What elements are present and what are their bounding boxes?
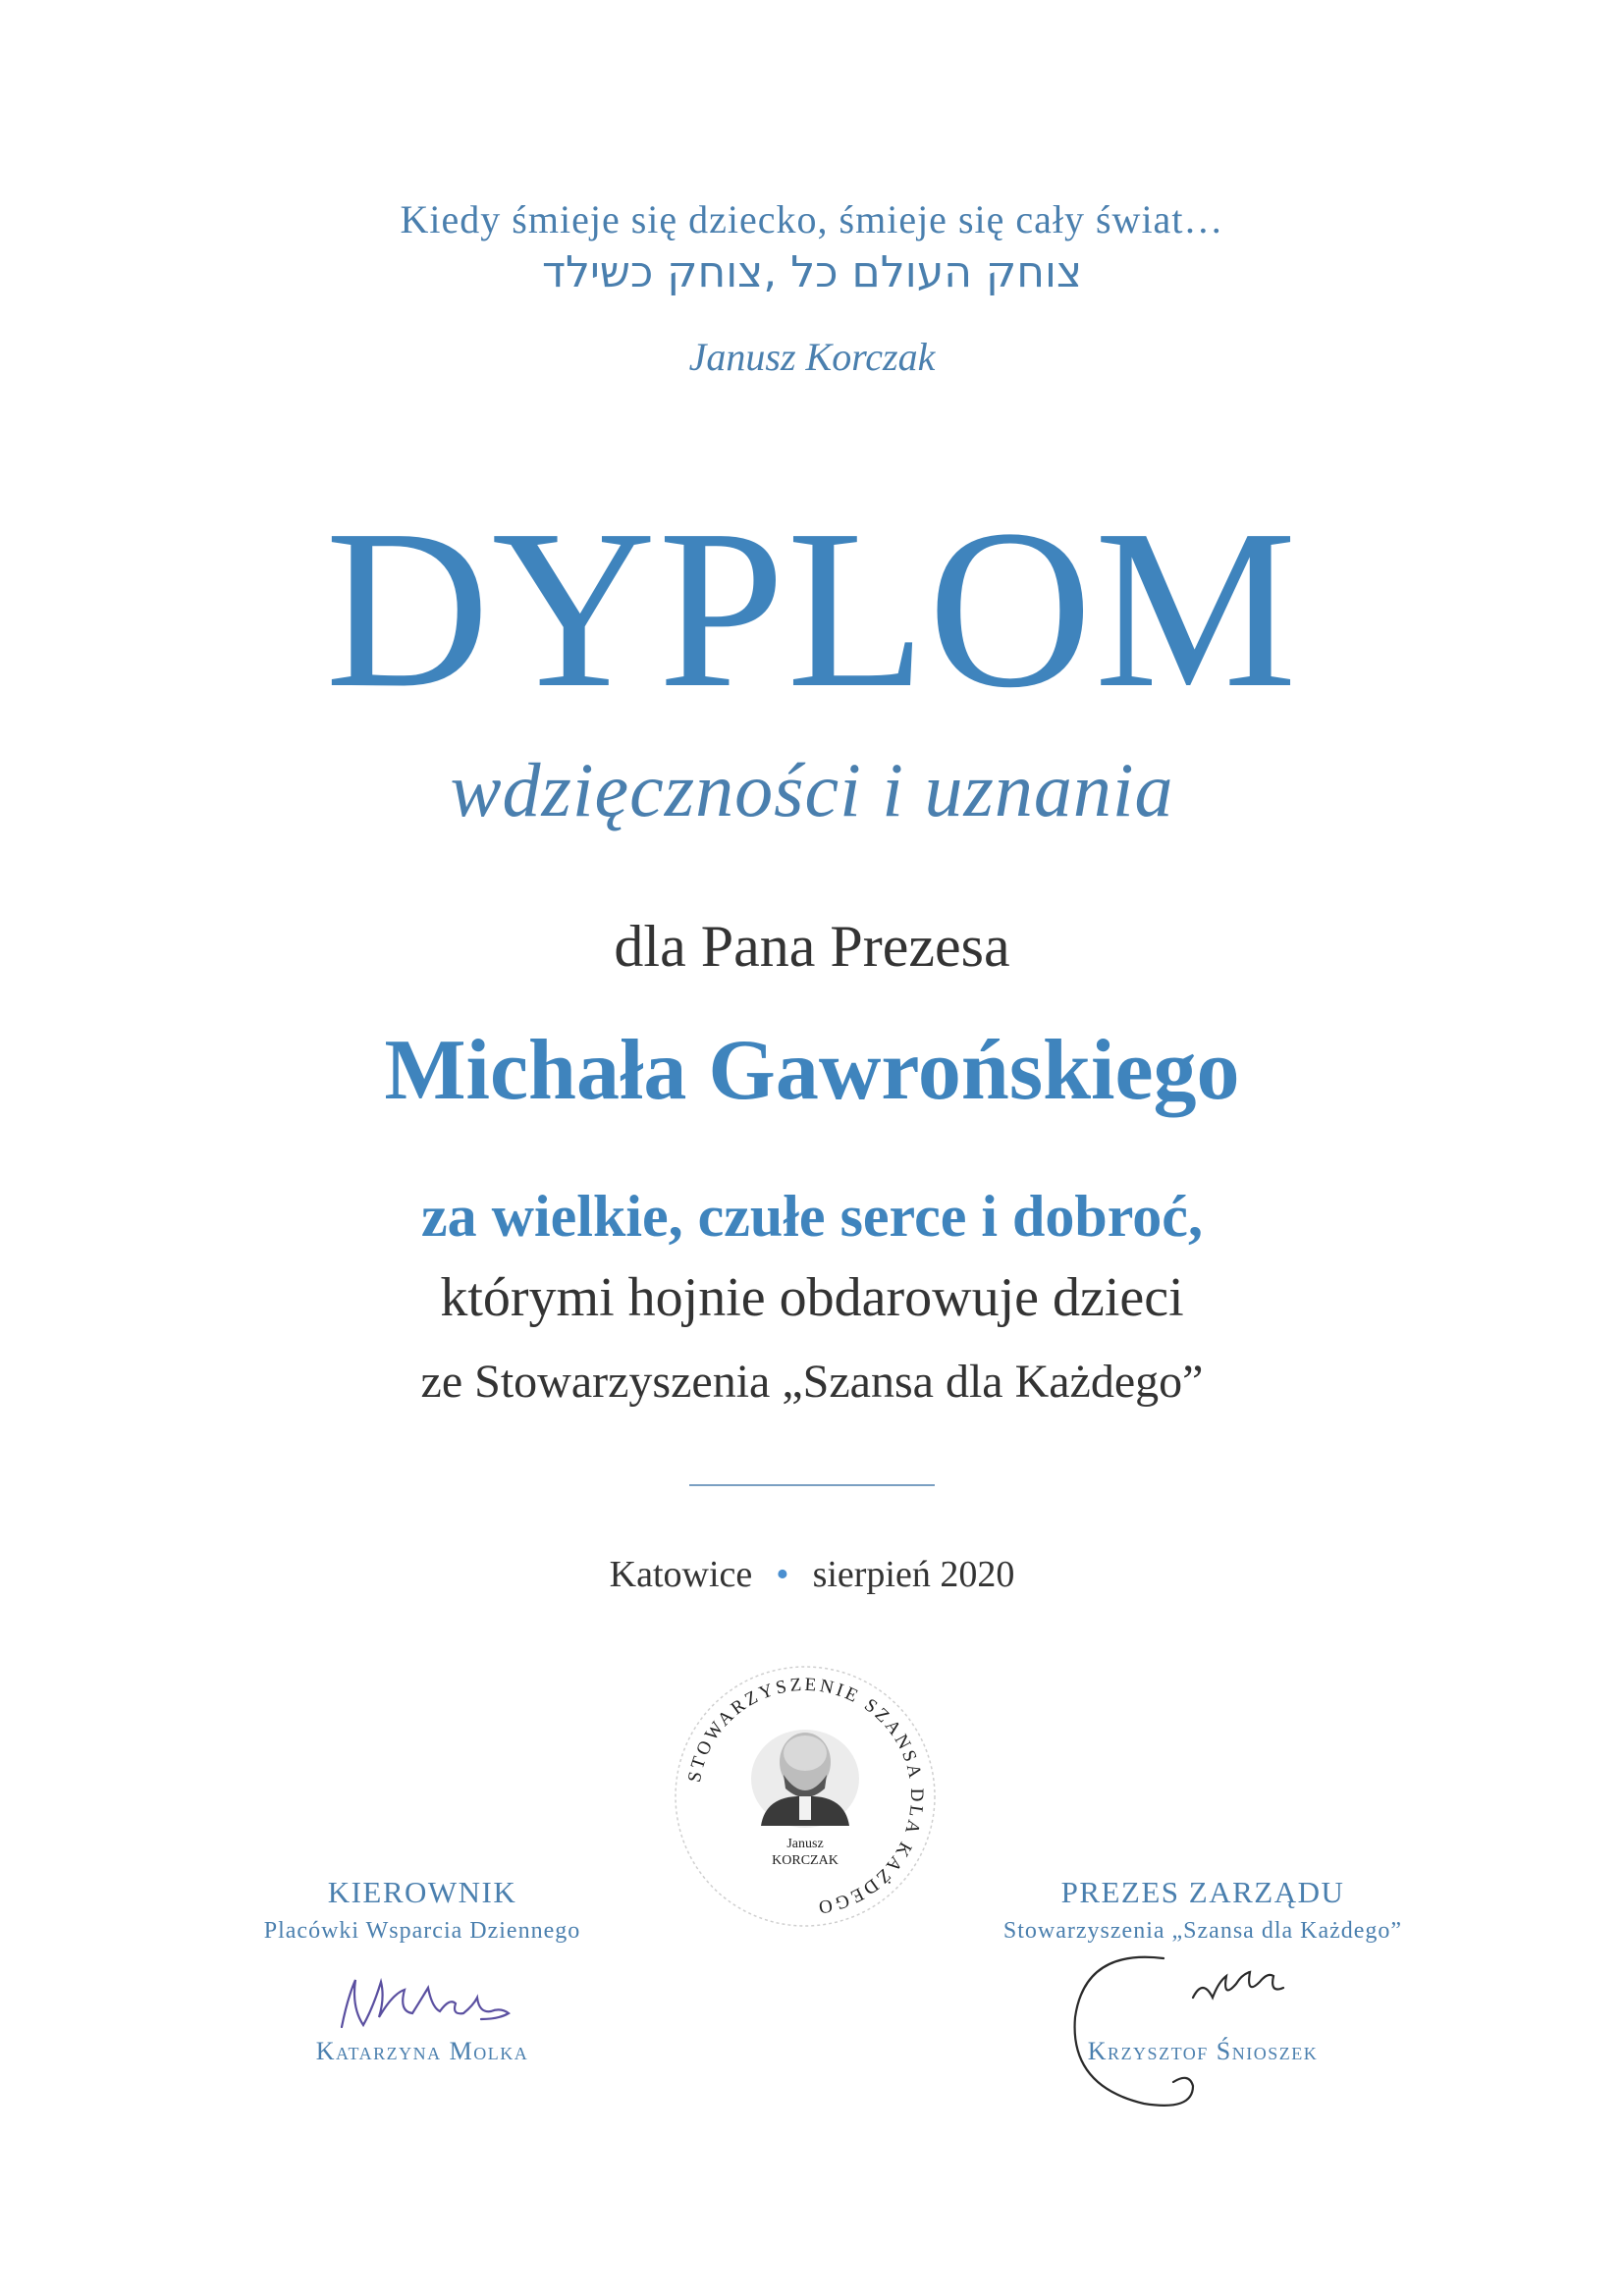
seal-inner-line-2: KORCZAK xyxy=(772,1853,839,1868)
seal-inner-line-1: Janusz xyxy=(786,1837,824,1851)
association-seal xyxy=(668,1659,943,1934)
signatory-left-role: KIEROWNIK xyxy=(327,1875,517,1909)
quote-author: Janusz Korczak xyxy=(688,335,936,379)
signatory-right-role: PREZES ZARZĄDU xyxy=(1060,1875,1345,1909)
signatory-right xyxy=(977,1875,1429,2065)
diploma-title: DYPLOM xyxy=(325,483,1299,735)
signatory-left-organization: Placówki Wsparcia Dziennego xyxy=(263,1918,581,1944)
signatory-left-name: Katarzyna Molka xyxy=(315,2037,529,2065)
reason-line-2: którymi hojnie obdarowuje dzieci xyxy=(440,1267,1184,1328)
quote-polish: Kiedy śmieje się dziecko, śmieje się cały świat… xyxy=(400,197,1224,241)
separator-dot-icon: • xyxy=(776,1554,789,1595)
place-date xyxy=(0,1553,1624,1596)
signatory-left xyxy=(236,1875,609,2065)
diploma-subtitle: wdzięczności i uznania xyxy=(450,747,1174,832)
portrait-icon xyxy=(751,1730,859,1828)
signatory-right-name: Krzysztof Śnioszek xyxy=(1087,2037,1319,2065)
place: Katowice xyxy=(609,1554,753,1595)
signature-left xyxy=(334,1968,530,2037)
date: sierpień 2020 xyxy=(812,1554,1015,1595)
recipient-name: Michała Gawrońskiego xyxy=(384,1023,1240,1118)
reason-line-1: za wielkie, czułe serce i dobroć, xyxy=(421,1184,1203,1249)
divider-line xyxy=(689,1484,935,1486)
seal-ring-text: STOWARZYSZENIE SZANSA DLA KAŻDEGO xyxy=(683,1674,928,1918)
recipient-prefix: dla Pana Prezesa xyxy=(614,914,1010,979)
reason-line-3: ze Stowarzyszenia „Szansa dla Każdego” xyxy=(420,1356,1204,1408)
quote-hebrew: צוחק העולם כל ,צוחק כשילד xyxy=(541,247,1083,297)
signatory-right-organization: Stowarzyszenia „Szansa dla Każdego” xyxy=(1002,1918,1403,1944)
